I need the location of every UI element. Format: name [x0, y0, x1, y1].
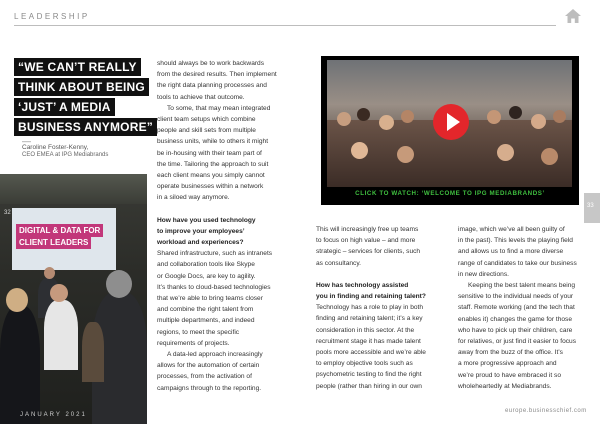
text-line: and combine the right talent from	[157, 306, 254, 314]
interview-question: How has technology assisted	[316, 281, 409, 289]
text-line: from the desired results. Then implement	[157, 71, 277, 79]
speaker-head	[44, 267, 55, 279]
article-column-2	[316, 224, 448, 392]
footer-url[interactable]: europe.businesschief.com	[505, 408, 587, 414]
text-line: client team setups which combine	[157, 116, 256, 124]
header-rule	[14, 25, 556, 26]
audience-member	[44, 300, 78, 370]
text-line: operate businesses within a network	[157, 183, 264, 191]
play-icon	[447, 113, 460, 131]
text-line: It’s thanks to cloud-based technologies	[157, 283, 271, 291]
home-icon[interactable]	[565, 9, 581, 23]
attribution-name: Caroline Foster-Kenny,	[22, 144, 89, 151]
text-line: Keeping the best talent means being	[468, 282, 576, 290]
text-line: business units, while to others it might	[157, 138, 269, 146]
text-line: allows for the automation of certain	[157, 362, 260, 370]
text-line: image, which we’ve all been guilty of	[458, 226, 565, 233]
text-line: recruitment stage it has made talent	[316, 337, 421, 345]
text-line: finding and retaining talent; it’s a key	[316, 315, 423, 323]
crowd-head	[357, 108, 370, 121]
text-line: tools to achieve that outcome.	[157, 93, 245, 101]
text-line: as consultancy.	[316, 259, 361, 267]
text-line: wholeheartedly at Mediabrands.	[458, 382, 552, 390]
pull-quote	[14, 58, 153, 138]
audience-head	[50, 284, 68, 302]
text-line: away from the buzz of the office. It’s	[458, 349, 563, 357]
page-number-tab	[584, 193, 600, 223]
crowd-head	[397, 146, 414, 163]
audience-head	[6, 288, 28, 312]
text-line: each client means you simply cannot	[157, 172, 265, 180]
issue-date: JANUARY 2021	[20, 412, 87, 418]
audience-member	[82, 322, 104, 382]
screen-text-line-1: DIGITAL & DATA FOR	[16, 224, 103, 237]
text-line: or Google Docs, are key to agility.	[157, 272, 256, 280]
text-line: and collaboration tools like Skype	[157, 261, 255, 269]
text-line: people (rather than hiring in our own	[316, 382, 422, 390]
crowd-head	[497, 144, 514, 161]
crowd-head	[401, 110, 414, 123]
text-line: campaigns through to the reporting.	[157, 384, 262, 392]
crowd-head	[553, 110, 566, 123]
interview-question: workload and experiences?	[157, 239, 244, 247]
text-line: to employ objective tools such as	[316, 360, 413, 368]
pull-quote-line: BUSINESS ANYMORE”	[14, 118, 157, 136]
text-line: a more progressive approach and	[458, 360, 557, 368]
page-number-right: 33	[587, 203, 594, 209]
text-line: consideration in this sector. At the	[316, 326, 415, 334]
interview-question: to improve your employees’	[157, 227, 245, 235]
crowd-head	[531, 114, 546, 129]
article-column-1	[157, 58, 300, 394]
text-line: processes, from the activation of	[157, 373, 252, 381]
interview-question: How have you used technology	[157, 216, 256, 224]
crowd-head	[541, 148, 558, 165]
section-label: LEADERSHIP	[14, 12, 90, 21]
text-line: to focus on high value – and more	[316, 237, 416, 245]
audience-member	[0, 306, 40, 424]
text-line: regions, to meet the specific	[157, 328, 240, 336]
text-line: Technology has a role to play in both	[316, 304, 424, 312]
text-line: who have to pick up their children, care	[458, 326, 573, 334]
text-line: strategic – services for clients, such	[316, 248, 421, 256]
interview-question: you in finding and retaining talent?	[316, 293, 426, 301]
article-column-3	[458, 224, 583, 392]
text-line: sensitive to the individual needs of your	[458, 293, 574, 301]
text-line: enables it) changes the game for those	[458, 315, 572, 323]
text-line: multiple departments, and indeed	[157, 317, 255, 325]
text-line: should always be to work backwards	[157, 60, 265, 67]
page-number-left: 32	[4, 210, 11, 216]
screen-text-line-2: CLIENT LEADERS	[16, 236, 91, 249]
pull-quote-line: “WE CAN’T REALLY	[14, 58, 141, 76]
attribution-title: CEO EMEA at IPG Mediabrands	[22, 152, 109, 158]
text-line: in new directions.	[458, 270, 509, 278]
photo-ceiling	[0, 174, 147, 204]
text-line: psychometric testing to find the right	[316, 371, 422, 379]
text-line: and allows us to find a more diverse	[458, 248, 564, 256]
crowd-head	[337, 112, 351, 126]
event-photo	[0, 174, 147, 424]
pull-quote-line: THINK ABOUT BEING	[14, 78, 149, 96]
text-line: in the past). This levels the playing field	[458, 237, 573, 245]
audience-head	[106, 270, 132, 298]
text-line: A data-led approach increasingly	[167, 351, 263, 359]
text-line: we’re proud to have embraced it so	[458, 371, 561, 379]
text-line: To some, that may mean integrated	[167, 104, 271, 112]
text-line: staff. Remote working (and the tech that	[458, 304, 575, 312]
text-line: in a siloed way anymore.	[157, 194, 230, 202]
video-thumbnail	[327, 60, 572, 187]
text-line: Shared infrastructure, such as intranets	[157, 250, 273, 258]
attribution-dash: —	[22, 136, 31, 146]
crowd-head	[509, 106, 522, 119]
text-line: people and skill sets from multiple	[157, 127, 256, 135]
text-line: pools more accessible and we’re able	[316, 349, 426, 357]
pull-quote-line: ‘JUST’ A MEDIA	[14, 98, 115, 116]
video-player[interactable]	[321, 56, 579, 205]
crowd-head	[379, 115, 394, 130]
text-line: This will increasingly free up teams	[316, 226, 419, 233]
text-line: requirements of projects.	[157, 339, 230, 347]
video-caption[interactable]: CLICK TO WATCH: ‘WELCOME TO IPG MEDIABRANDS’	[355, 190, 545, 197]
text-line: be in-housing with their team part of	[157, 149, 262, 157]
text-line: the right data planning processes and	[157, 82, 267, 90]
text-line: for relatives, or just find it easier to focus	[458, 338, 577, 346]
text-line: that we’re able to bring teams closer	[157, 295, 263, 303]
crowd-head	[351, 142, 368, 159]
text-line: range of candidates to take our business	[458, 259, 577, 267]
crowd-head	[487, 110, 501, 124]
text-line: the time. Tailoring the approach to suit	[157, 160, 269, 168]
